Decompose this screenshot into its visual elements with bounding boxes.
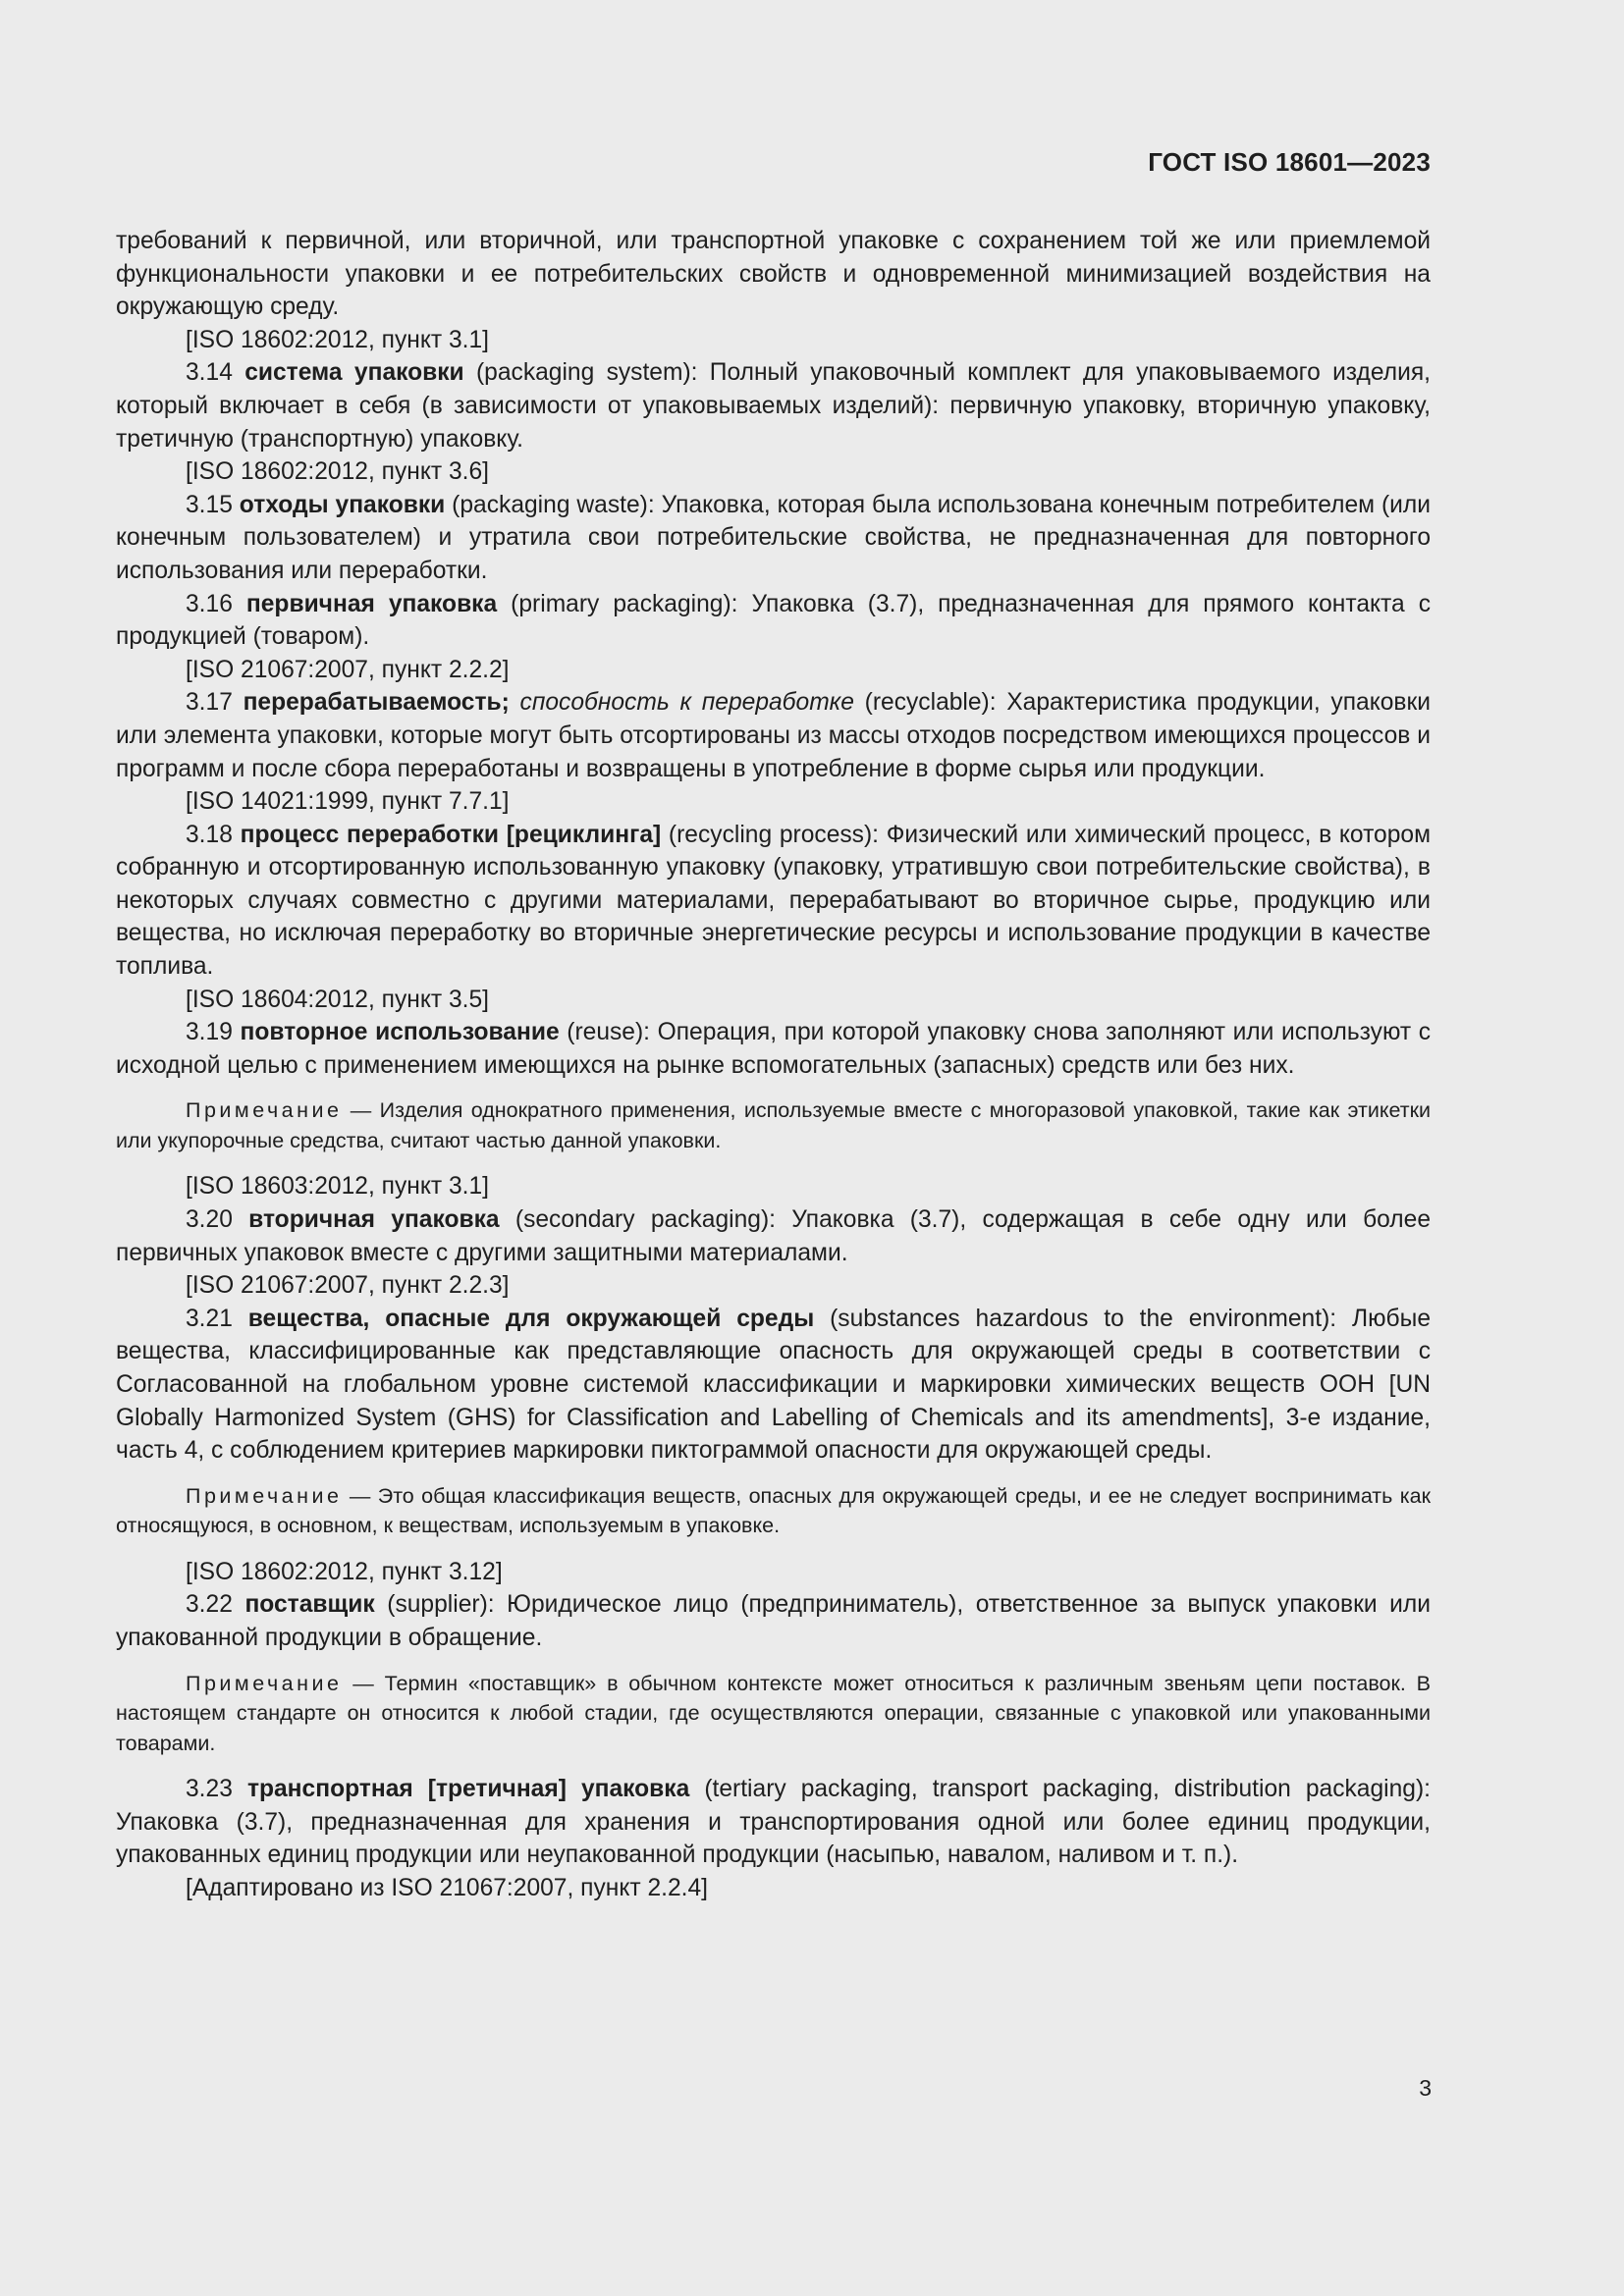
definition-text: (secondary packaging): Упаковка (3.7), содержащая в себе одну или более первичных упаковок вместе с другими защитными материалами.	[116, 1206, 1431, 1266]
definition-3-21	[116, 1303, 1431, 1468]
reference-3-21: [ISO 18602:2012, пункт 3.12]	[186, 1558, 503, 1585]
definition-term: отходы упаковки	[239, 491, 446, 518]
document-body	[116, 225, 1431, 1904]
note-3-19	[116, 1095, 1431, 1155]
note-3-22	[116, 1669, 1431, 1759]
definition-term: система упаковки	[244, 359, 464, 387]
definition-3-23	[116, 1773, 1431, 1872]
definition-term: процесс переработки [рециклинга]	[240, 821, 662, 848]
definition-number: 3.19	[186, 1019, 233, 1046]
reference-3-16: [ISO 21067:2007, пункт 2.2.2]	[186, 656, 510, 683]
definition-number: 3.15	[186, 491, 233, 518]
definition-term: вещества, опасные для окружающей среды	[247, 1305, 815, 1332]
definition-term: первичная упаковка	[245, 590, 498, 617]
reference-3-19: [ISO 18603:2012, пункт 3.1]	[186, 1173, 489, 1201]
definition-text: (recycling process): Физический или химический процесс, в котором собранную и отсортированную использованную упаковку (упаковку, утратившую свои потребительские свойства), в некоторых случаях совместно с другими материалами, перерабатывают во вторичное сырье, продукцию или вещества, но исключая переработку во вторичные энергетические ресурсы и использование продукции в качестве топлива.	[116, 821, 1431, 981]
definition-3-14	[116, 356, 1431, 455]
continuation-paragraph: требований к первичной, или вторичной, или транспортной упаковке с сохранением той же или приемлемой функциональности упаковки и ее потребительских свойств и одновременной минимизацией воздействия на окружающую среду.	[116, 228, 1431, 321]
definition-number: 3.21	[186, 1305, 233, 1332]
definition-3-22	[116, 1588, 1431, 1654]
definition-3-15	[116, 489, 1431, 588]
definition-term: транспортная [третичная] упаковка	[246, 1776, 690, 1803]
definition-number: 3.23	[186, 1776, 233, 1803]
definition-term: вторичная упаковка	[248, 1206, 500, 1234]
definition-term: повторное использование	[240, 1019, 560, 1046]
definition-number: 3.22	[186, 1591, 233, 1619]
definition-number: 3.17	[186, 689, 233, 717]
note-3-21	[116, 1481, 1431, 1541]
definition-synonym: способность к переработке	[519, 689, 854, 717]
reference-3-13: [ISO 18602:2012, пункт 3.1]	[186, 326, 489, 353]
note-label: Примечание	[186, 1098, 343, 1123]
reference-3-20: [ISO 21067:2007, пункт 2.2.3]	[186, 1272, 510, 1300]
note-label: Примечание	[186, 1671, 343, 1695]
definition-text: (packaging system): Полный упаковочный комплект для упаковываемого изделия, который включает в себя (в зависимости от упаковываемых изделий): первичную упаковку, вторичную упаковку, третичную (транспортную) упаковку.	[116, 359, 1431, 453]
definition-text: (recyclable): Характеристика продукции, упаковки или элемента упаковки, которые могут быть отсортированы из массы отходов посредством имеющихся процессов и программ и после сбора переработаны и возвращены в употребление в форме сырья или продукции.	[116, 689, 1431, 782]
definition-text: (tertiary packaging, transport packaging, distribution packaging): Упаковка (3.7), предназначенная для хранения и транспортирования одной или более единиц продукции, упакованных единиц продукции или неупакованной продукции (насыпью, навалом, наливом и т. п.).	[116, 1776, 1431, 1869]
definition-text: (substances hazardous to the environment): Любые вещества, классифицированные как представляющие опасность для окружающей среды в соответствии с Согласованной на глобальном уровне системой классификации и маркировки химических веществ ООН [UN Globally Harmonized System (GHS) for Classification and Labelling of Chemicals and its amendments], 3-е издание, часть 4, с соблюдением критериев маркировки пиктограммой опасности для окружающей среды.	[116, 1305, 1431, 1465]
note-text: — Термин «поставщик» в обычном контексте может относиться к различным звеньям цепи поставок. В настоящем стандарте он относится к любой стадии, где осуществляются операции, связанные с упаковкой или упакованными товарами.	[116, 1671, 1431, 1755]
definition-term: поставщик	[244, 1591, 375, 1619]
definition-3-16	[116, 588, 1431, 654]
definition-number: 3.16	[186, 590, 233, 617]
note-text: — Изделия однократного применения, используемые вместе с многоразовой упаковкой, такие как этикетки или укупорочные средства, считают частью данной упаковки.	[116, 1098, 1431, 1152]
definition-text: (supplier): Юридическое лицо (предприниматель), ответственное за выпуск упаковки или упакованной продукции в обращение.	[116, 1591, 1431, 1651]
definition-3-17	[116, 686, 1431, 785]
definition-3-19	[116, 1016, 1431, 1082]
definition-3-18	[116, 819, 1431, 984]
reference-3-23: [Адаптировано из ISO 21067:2007, пункт 2.2.4]	[186, 1874, 709, 1901]
definition-term: перерабатываемость;	[243, 689, 510, 717]
reference-3-14: [ISO 18602:2012, пункт 3.6]	[186, 458, 489, 486]
note-text: — Это общая классификация веществ, опасных для окружающей среды, и ее не следует воспринимать как относящуюся, в основном, к веществам, используемым в упаковке.	[116, 1483, 1431, 1538]
definition-3-20	[116, 1203, 1431, 1269]
reference-3-17: [ISO 14021:1999, пункт 7.7.1]	[186, 788, 510, 816]
page-number: 3	[1419, 2075, 1432, 2101]
definition-number: 3.20	[186, 1206, 233, 1234]
reference-3-18: [ISO 18604:2012, пункт 3.5]	[186, 986, 489, 1013]
definition-number: 3.18	[186, 821, 233, 848]
definition-text: (primary packaging): Упаковка (3.7), предназначенная для прямого контакта с продукцией (товаром).	[116, 590, 1431, 651]
definition-text: (reuse): Операция, при которой упаковку снова заполняют или используют с исходной целью с применением имеющихся на рынке вспомогательных (запасных) средств или без них.	[116, 1019, 1432, 1079]
document-header: ГОСТ ISO 18601—2023	[1148, 147, 1431, 177]
definition-number: 3.14	[186, 359, 233, 387]
note-label: Примечание	[186, 1483, 343, 1508]
definition-text: (packaging waste): Упаковка, которая была использована конечным потребителем (или конечным пользователем) и утратила свои потребительские свойства, не предназначенная для повторного использования или переработки.	[116, 491, 1431, 584]
